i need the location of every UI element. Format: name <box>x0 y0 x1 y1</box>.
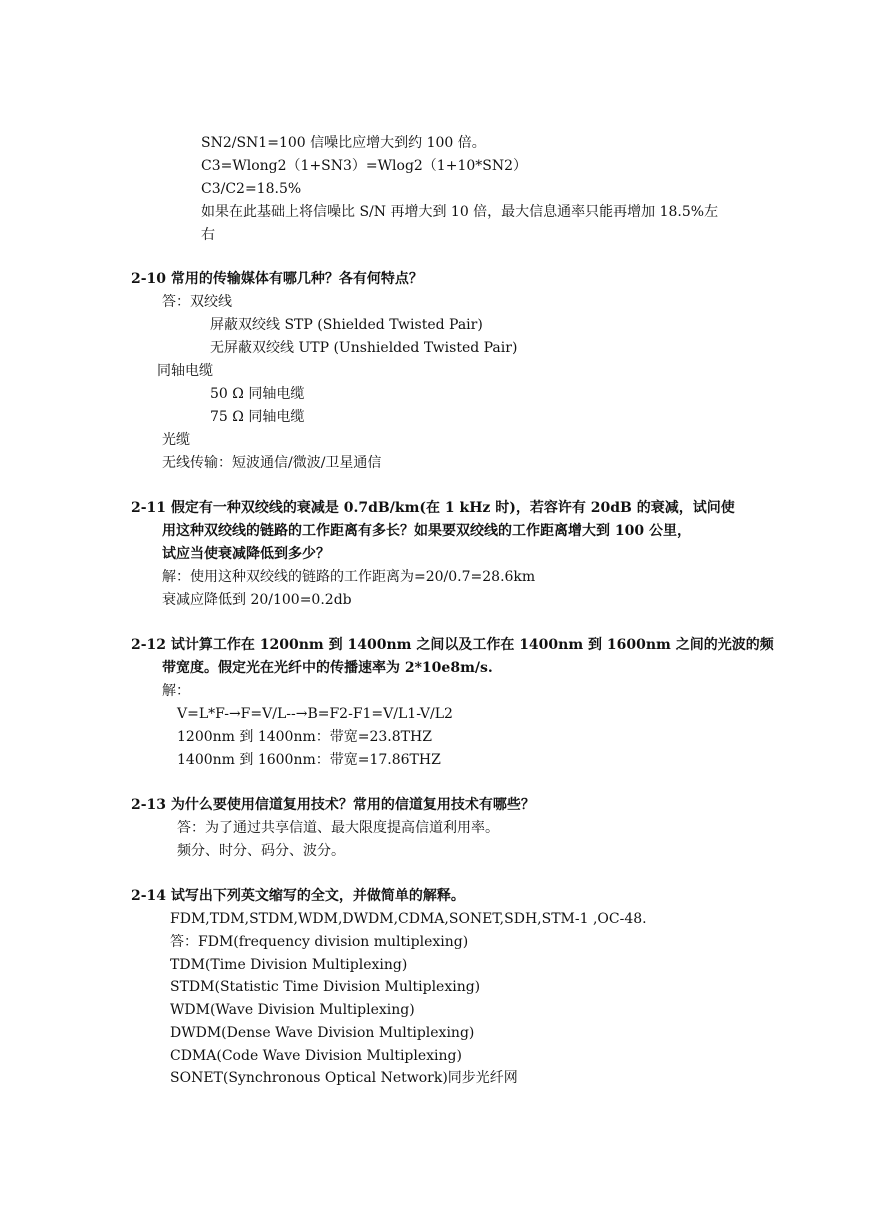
question-2-11-title-line-2: 用这种双绞线的链路的工作距离有多长？如果要双绞线的工作距离增大到 100 公里， <box>162 523 691 539</box>
question-2-12-title-line-2: 带宽度。假定光在光纤中的传播速率为 2*10e8m/s. <box>162 660 493 676</box>
q10-answer-line: 75 Ω 同轴电缆 <box>210 409 305 425</box>
q10-answer-line: 无屏蔽双绞线 UTP (Unshielded Twisted Pair) <box>210 340 518 356</box>
prev-answer-line-4: 如果在此基础上将信噪比 S/N 再增大到 10 倍，最大信息通率只能再增加 18.5%左 <box>201 204 719 220</box>
q13-answer-line: 答：为了通过共享信道、最大限度提高信道利用率。 <box>177 820 499 836</box>
q14-answer-line: SONET(Synchronous Optical Network)同步光纤网 <box>170 1070 518 1086</box>
q12-answer-line: 1200nm 到 1400nm：带宽=23.8THZ <box>177 729 432 745</box>
question-2-11-title-line-3: 试应当使衰减降低到多少？ <box>162 546 330 562</box>
question-2-10-title: 2-10 常用的传输媒体有哪几种？各有何特点？ <box>131 271 423 287</box>
q12-answer-line: V=L*F-→F=V/L--→B=F2-F1=V/L1-V/L2 <box>177 706 453 722</box>
question-2-11-title-line-1: 2-11 假定有一种双绞线的衰减是 0.7dB/km(在 1 kHz 时)，若容许有 20dB 的衰减，试问使 <box>131 500 735 516</box>
q10-answer-line: 同轴电缆 <box>157 363 213 379</box>
q12-answer-line: 解： <box>162 683 190 699</box>
prev-answer-line-2: C3=Wlong2（1+SN3）=Wlog2（1+10*SN2） <box>201 158 528 174</box>
q14-answer-line: DWDM(Dense Wave Division Multiplexing) <box>170 1025 475 1041</box>
q14-answer-line: STDM(Statistic Time Division Multiplexing) <box>170 979 481 995</box>
prev-answer-line-5: 右 <box>201 227 215 243</box>
q14-answer-line: WDM(Wave Division Multiplexing) <box>170 1002 415 1018</box>
question-2-13-title: 2-13 为什么要使用信道复用技术？常用的信道复用技术有哪些？ <box>131 797 535 813</box>
q14-answer-line: FDM,TDM,STDM,WDM,DWDM,CDMA,SONET,SDH,STM-1 ,OC-48. <box>170 911 647 927</box>
q10-answer-line: 50 Ω 同轴电缆 <box>210 386 305 402</box>
q13-answer-line: 频分、时分、码分、波分。 <box>177 843 345 859</box>
q10-answer-line: 屏蔽双绞线 STP (Shielded Twisted Pair) <box>210 317 483 333</box>
q12-answer-line: 1400nm 到 1600nm：带宽=17.86THZ <box>177 752 441 768</box>
q11-answer-line: 衰减应降低到 20/100=0.2db <box>162 592 352 608</box>
q14-answer-line: CDMA(Code Wave Division Multiplexing) <box>170 1048 462 1064</box>
q14-answer-line: TDM(Time Division Multiplexing) <box>170 957 408 973</box>
prev-answer-line-3: C3/C2=18.5% <box>201 181 302 197</box>
prev-answer-line-1: SN2/SN1=100 信噪比应增大到约 100 倍。 <box>201 135 486 151</box>
q10-answer-line: 答：双绞线 <box>162 294 232 310</box>
question-2-12-title-line-1: 2-12 试计算工作在 1200nm 到 1400nm 之间以及工作在 1400nm 到 1600nm 之间的光波的频 <box>131 637 774 653</box>
q10-answer-line: 无线传输：短波通信/微波/卫星通信 <box>162 455 382 471</box>
question-2-14-title: 2-14 试写出下列英文缩写的全文，并做简单的解释。 <box>131 888 465 904</box>
q11-answer-line: 解：使用这种双绞线的链路的工作距离为=20/0.7=28.6km <box>162 569 536 585</box>
q14-answer-line: 答：FDM(frequency division multiplexing) <box>170 934 469 950</box>
q10-answer-line: 光缆 <box>162 432 190 448</box>
